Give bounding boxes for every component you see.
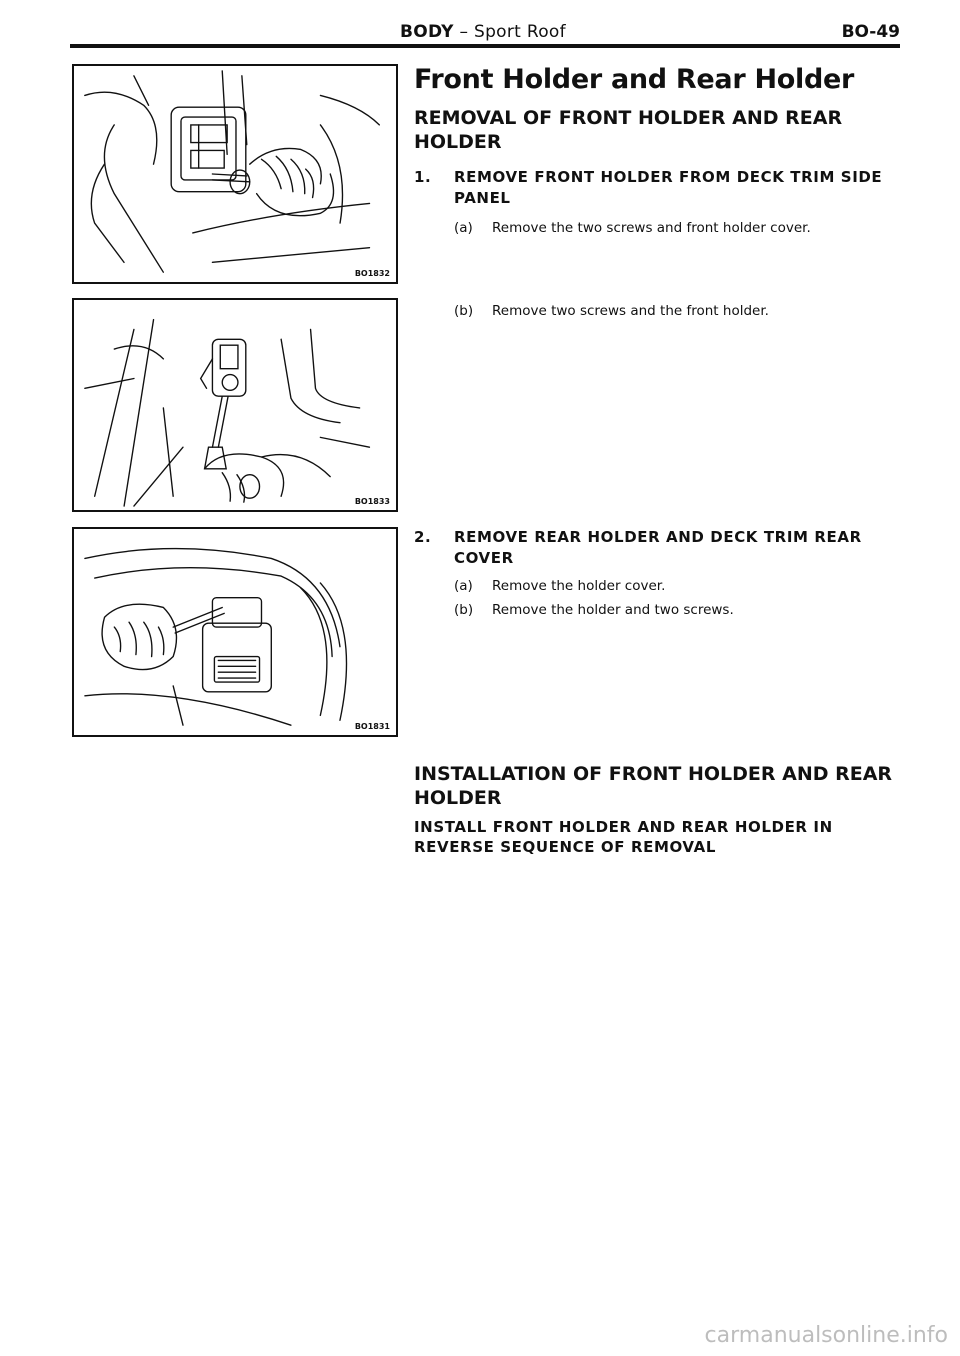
figure-front-holder bbox=[72, 298, 398, 512]
illustration-front-holder-cover bbox=[74, 66, 396, 282]
illustration-front-holder bbox=[74, 300, 396, 510]
substep-1b bbox=[454, 301, 904, 321]
substep-text: Remove the two screws and front holder cover. bbox=[492, 220, 811, 236]
substep-1a bbox=[454, 218, 904, 238]
figure-rear-holder bbox=[72, 527, 398, 737]
step-2 bbox=[414, 527, 904, 569]
substep-text: Remove the holder and two screws. bbox=[492, 602, 734, 618]
step-1 bbox=[414, 167, 904, 209]
substep-text: Remove the holder cover. bbox=[492, 578, 666, 594]
header-rule bbox=[70, 44, 900, 48]
substep-2b bbox=[454, 600, 904, 620]
figure-code: BO1832 bbox=[354, 269, 390, 278]
substep-text: Remove two screws and the front holder. bbox=[492, 303, 769, 319]
main-title: Front Holder and Rear Holder bbox=[414, 64, 855, 95]
substep-label: (a) bbox=[454, 220, 473, 236]
header-subsection: – Sport Roof bbox=[453, 22, 566, 42]
header-section: BODY bbox=[400, 22, 454, 42]
header-title bbox=[400, 22, 566, 42]
step-text: REMOVE REAR HOLDER AND DECK TRIM REAR COVER bbox=[454, 528, 862, 567]
installation-heading: INSTALLATION OF FRONT HOLDER AND REAR HOLDER bbox=[414, 763, 893, 809]
step-number: 2. bbox=[414, 528, 432, 546]
step-text: REMOVE FRONT HOLDER FROM DECK TRIM SIDE PANEL bbox=[454, 168, 883, 207]
substep-2a bbox=[454, 576, 904, 596]
substep-label: (a) bbox=[454, 578, 473, 594]
step-number: 1. bbox=[414, 168, 432, 186]
page-number: BO-49 bbox=[841, 22, 900, 42]
substep-label: (b) bbox=[454, 602, 474, 618]
figure-code: BO1833 bbox=[354, 497, 390, 506]
illustration-rear-holder bbox=[74, 529, 396, 735]
watermark-link[interactable]: carmanualsonline.info bbox=[704, 1323, 948, 1348]
figure-front-holder-cover bbox=[72, 64, 398, 284]
installation-text: INSTALL FRONT HOLDER AND REAR HOLDER IN REVERSE SEQUENCE OF REMOVAL bbox=[414, 818, 833, 856]
removal-heading: REMOVAL OF FRONT HOLDER AND REAR HOLDER bbox=[414, 107, 843, 153]
figure-code: BO1831 bbox=[354, 722, 390, 731]
substep-label: (b) bbox=[454, 303, 474, 319]
